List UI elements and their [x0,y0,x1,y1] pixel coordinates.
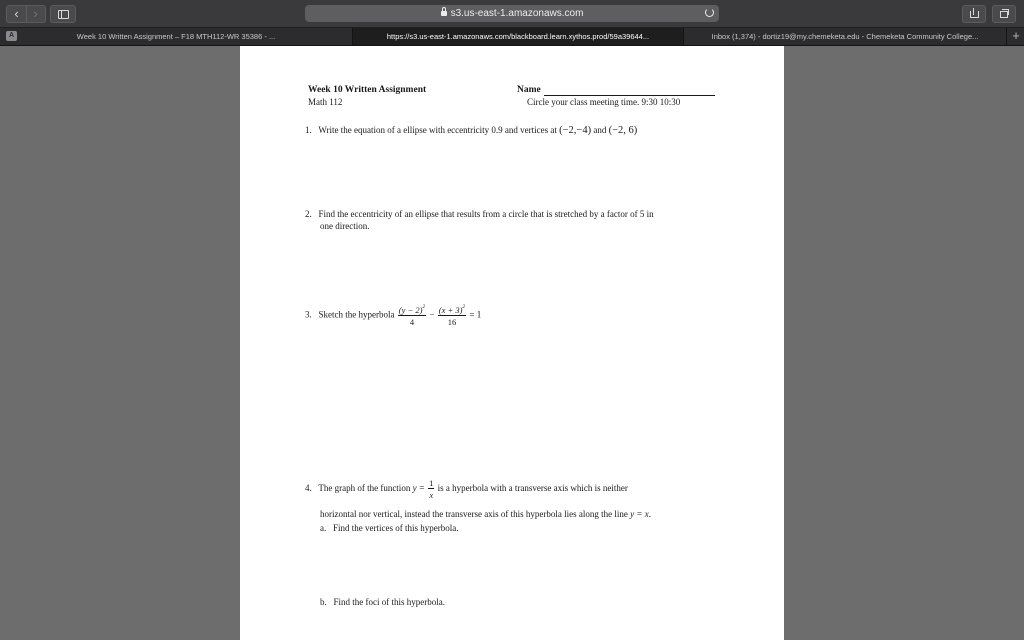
question-4a [320,523,458,533]
part-label: a. [320,523,327,533]
question-4 [305,478,628,500]
reload-icon[interactable] [705,8,714,17]
question-text: Find the eccentricity of an ellipse that results from a circle that is stretched by a factor of 5 in [318,209,654,219]
show-tabs-button[interactable] [992,5,1016,23]
share-icon [970,11,979,18]
class-time-instruction: Circle your class meeting time. 9:30 10:30 [527,97,681,107]
question-text: is a hyperbola with a transverse axis which is neither [437,483,628,494]
exponent: 2 [462,304,466,310]
tab-s3-document[interactable] [353,28,684,45]
line-equation: y = x [630,509,649,519]
tab-week10-assignment[interactable] [0,28,353,45]
question-2 [305,209,654,219]
question-number: 2. [305,209,312,219]
address-bar[interactable] [305,5,719,22]
course-name: Math 112 [308,97,343,107]
fraction-one-over-x [428,478,434,500]
question-2-line-2: one direction. [320,221,370,231]
back-button[interactable]: ‹ [7,6,27,22]
function-lhs: y = [412,483,425,494]
document-page [240,46,784,640]
numerator: (y − 2) [398,305,423,315]
share-button[interactable] [962,5,986,23]
part-label: b. [320,597,327,607]
fraction-x-term [438,304,466,327]
document-title: Week 10 Written Assignment [308,85,427,95]
tab-label: Inbox (1,374) - dortiz19@my.chemeketa.edu - Chemeketa Community College... [711,32,979,41]
forward-button[interactable]: › [33,6,38,21]
period: . [648,509,651,519]
navigation-buttons [6,5,46,23]
sidebar-toggle-button[interactable] [50,5,76,23]
address-text: s3.us-east-1.amazonaws.com [450,8,584,19]
tab-label: https://s3.us-east-1.amazonaws.com/blackboard.learn.xythos.prod/59a39644... [386,32,650,41]
browser-toolbar [0,0,1024,28]
name-blank-line [544,95,715,96]
question-number: 4. [305,483,312,494]
equation-rhs: = 1 [469,309,482,320]
denominator: 16 [438,315,466,327]
tab-favicon-icon: A [6,31,17,41]
vertex-2: (−2, 6) [608,125,638,136]
question-text: horizontal nor vertical, instead the transverse axis of this hyperbola lies along the line [320,509,628,519]
question-1 [305,125,637,136]
question-3 [305,304,481,327]
name-label: Name [517,85,541,95]
question-text: Sketch the hyperbola [318,309,395,320]
part-text: Find the foci of this hyperbola. [333,597,445,607]
exponent: 2 [422,304,426,310]
denominator: x [429,490,434,500]
fraction-y-term [398,304,426,327]
numerator: 1 [429,478,434,488]
new-tab-button[interactable]: + [1012,28,1020,43]
question-number: 1. [305,125,312,135]
question-text: and [593,125,607,135]
tab-label: Week 10 Written Assignment – F18 MTH112-WR 35386 - ... [76,32,276,41]
question-4-line-2 [320,509,651,519]
denominator: 4 [398,315,426,327]
vertex-1: (−2,−4) [559,125,592,136]
minus-sign: − [429,309,435,320]
question-text: The graph of the function [318,483,411,494]
tab-inbox[interactable] [684,28,1007,45]
question-text: Write the equation of a ellipse with eccentricity 0.9 and vertices at [318,125,557,135]
sidebar-icon [58,10,69,19]
tab-strip [0,28,1024,46]
question-4b [320,597,445,607]
part-text: Find the vertices of this hyperbola. [333,523,459,533]
lock-icon [441,11,447,16]
question-number: 3. [305,309,312,320]
numerator: (x + 3) [438,305,463,315]
